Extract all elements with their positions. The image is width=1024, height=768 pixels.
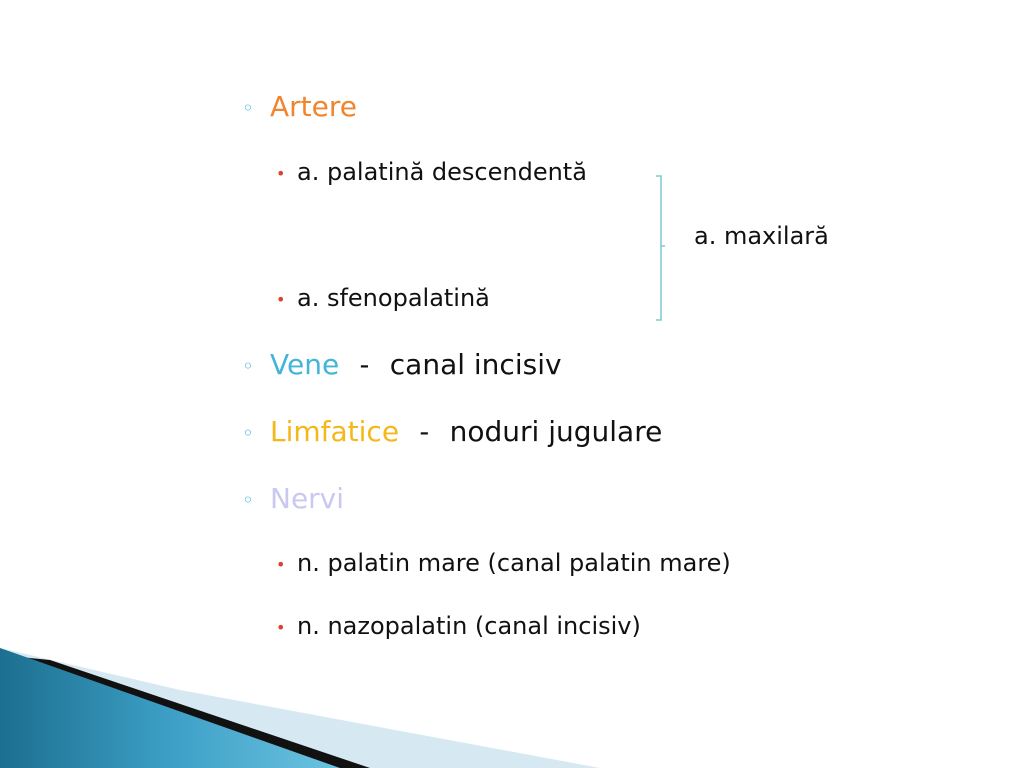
nervi-item-2: n. nazopalatin (canal incisiv) (297, 612, 641, 640)
vene-text: canal incisiv (389, 348, 562, 381)
bullet-level1: ◦ (242, 354, 254, 378)
nervi-item-1: n. palatin mare (canal palatin mare) (297, 549, 731, 577)
heading-limfatice: Limfatice (270, 415, 400, 448)
bullet-level2: • (276, 290, 286, 309)
line-limfatice (270, 415, 662, 448)
wedge-blue (0, 648, 340, 768)
bullet-level1: ◦ (242, 421, 254, 445)
brace-line (656, 176, 665, 320)
brace-label: a. maxilară (694, 222, 829, 250)
artere-item-2: a. sfenopalatină (297, 284, 490, 312)
line-vene (270, 348, 562, 381)
bullet-level1: ◦ (242, 488, 254, 512)
bullet-level2: • (276, 618, 286, 637)
bullet-level2: • (276, 555, 286, 574)
heading-artere: Artere (270, 90, 357, 123)
limfatice-text: noduri jugulare (449, 415, 663, 448)
bullet-level2: • (276, 164, 286, 183)
bullet-level1: ◦ (242, 96, 254, 120)
heading-nervi: Nervi (270, 482, 345, 515)
separator: - (339, 348, 390, 381)
separator: - (399, 415, 450, 448)
heading-vene: Vene (270, 348, 340, 381)
artere-item-1: a. palatină descendentă (297, 158, 587, 186)
